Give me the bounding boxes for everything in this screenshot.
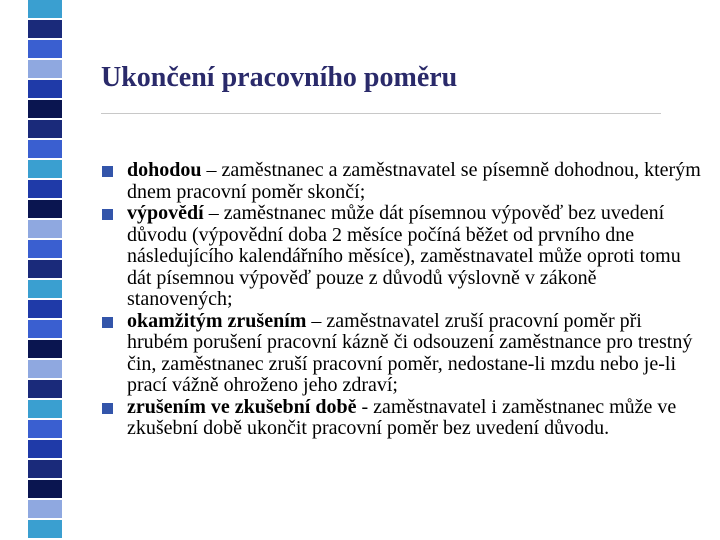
bullet-text (127, 203, 702, 311)
decorative-stripe (28, 60, 62, 80)
decorative-stripe (28, 80, 62, 100)
decorative-stripe (28, 180, 62, 200)
decorative-stripe (28, 120, 62, 140)
square-bullet-icon (102, 166, 113, 177)
decorative-stripe (28, 440, 62, 460)
decorative-stripe (28, 380, 62, 400)
decorative-stripe (28, 160, 62, 180)
decorative-stripe (28, 460, 62, 480)
decorative-stripe (28, 360, 62, 380)
bullet-term: zrušením ve zkušební době (127, 395, 357, 418)
decorative-stripe (28, 340, 62, 360)
title-divider (101, 113, 661, 114)
decorative-stripe (28, 320, 62, 340)
bullet-text (127, 397, 702, 440)
bullet-body: - zaměstnavatel i zaměstnanec může ve zkušební době ukončit pracovní poměr bez uvedení důvodu. (127, 395, 677, 439)
square-bullet-icon (102, 403, 113, 414)
square-bullet-icon (102, 317, 113, 328)
decorative-stripe (28, 260, 62, 280)
bullet-term: okamžitým zrušením (127, 309, 307, 332)
decorative-stripe (28, 140, 62, 160)
decorative-stripe (28, 240, 62, 260)
bullet-text (127, 160, 702, 203)
decorative-stripe (28, 220, 62, 240)
bullet-term: výpovědí (127, 202, 204, 224)
decorative-stripe (28, 520, 62, 540)
bullet-body: – zaměstnanec může dát písemnou výpověď bez uvedení důvodu (výpovědní doba 2 měsíce počíná běžet od prvního dne následujícího kalendářního měsíce), zaměstnavatel může oproti tomu dát písemnou výpověď pouze z důvodů výslovně v zákoně stanovených; (127, 202, 681, 310)
decorative-stripe-column (28, 0, 62, 540)
square-bullet-icon (102, 209, 113, 220)
bullet-body: – zaměstnanec a zaměstnavatel se písemně dohodnou, kterým dnem pracovní poměr skončí; (127, 159, 701, 203)
decorative-stripe (28, 300, 62, 320)
decorative-stripe (28, 20, 62, 40)
bullet-list (102, 160, 702, 440)
slide-title: Ukončení pracovního poměru (101, 62, 458, 93)
decorative-stripe (28, 0, 62, 20)
bullet-item (102, 160, 702, 203)
bullet-item (102, 203, 702, 311)
decorative-stripe (28, 420, 62, 440)
decorative-stripe (28, 100, 62, 120)
bullet-text (127, 311, 702, 397)
bullet-body: – zaměstnavatel zruší pracovní poměr při hrubém porušení pracovní kázně či odsouzení zaměstnance pro trestný čin, zaměstnanec zruší pracovní poměr, nedostane-li mzdu nebo je-li prací vážně ohroženo jeho zdraví; (127, 309, 693, 396)
decorative-stripe (28, 280, 62, 300)
bullet-term: dohodou (127, 159, 202, 181)
decorative-stripe (28, 400, 62, 420)
decorative-stripe (28, 40, 62, 60)
decorative-stripe (28, 500, 62, 520)
bullet-item (102, 311, 702, 397)
decorative-stripe (28, 200, 62, 220)
decorative-stripe (28, 480, 62, 500)
bullet-item (102, 397, 702, 440)
